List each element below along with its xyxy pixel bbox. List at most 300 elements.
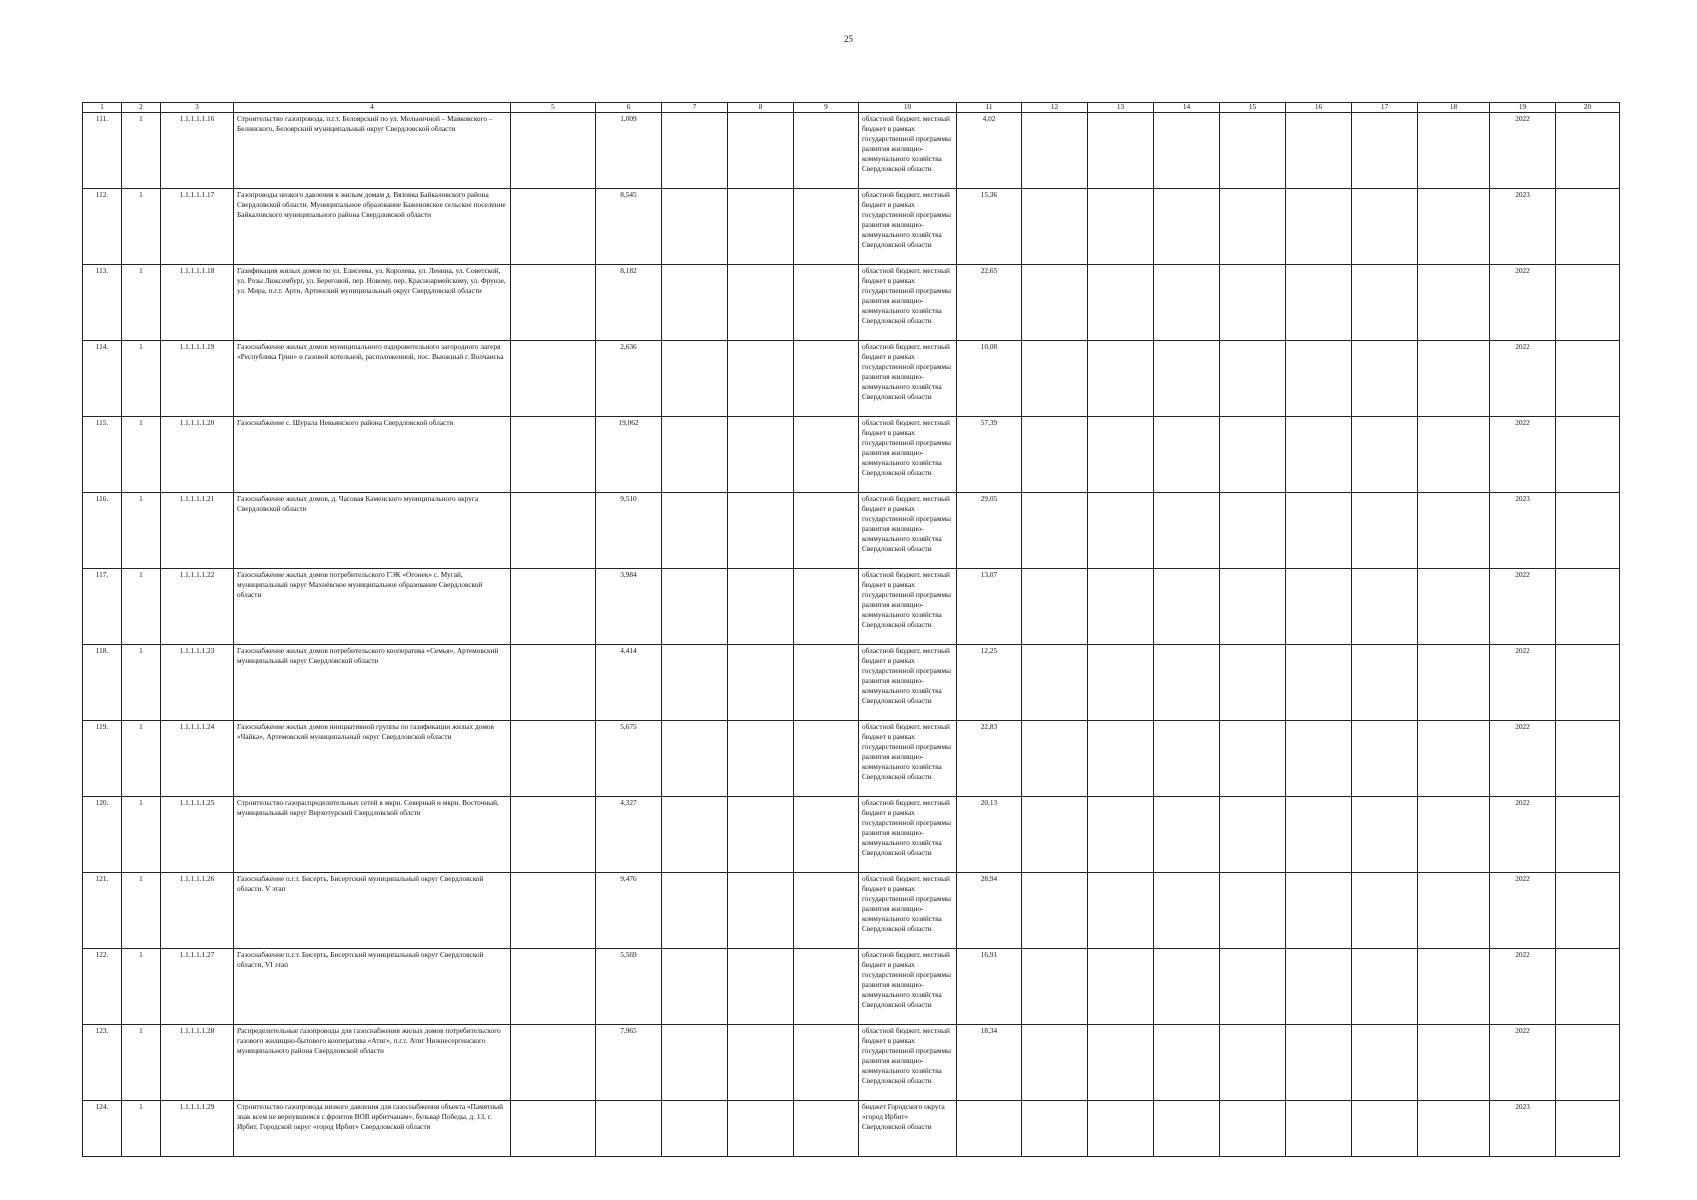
empty-cell <box>1022 797 1088 873</box>
cost-value: 15,36 <box>957 189 1022 265</box>
empty-cell <box>1352 113 1418 189</box>
empty-cell <box>794 721 859 797</box>
empty-cell <box>1088 341 1154 417</box>
empty-cell <box>1220 1025 1286 1101</box>
row-number: 112. <box>83 189 122 265</box>
cost-value: 10,08 <box>957 341 1022 417</box>
empty-cell <box>1022 569 1088 645</box>
empty-cell <box>1220 569 1286 645</box>
object-name: Строительство газопровода низкого давления для газоснабжения объекта «Памятный знак всем не вернувшимся с фронтов ВОВ ирбитчанам», бульвар Победы, д. 13, г. Ирбит, Городской округ «город Ирбит» Свердловской области <box>234 1101 511 1157</box>
empty-cell <box>794 417 859 493</box>
empty-cell <box>1286 1101 1352 1157</box>
funding-source: областной бюджет, местный бюджет в рамках государственной программы развития жилищно-коммунального хозяйства Свердловской области <box>859 569 957 645</box>
empty-cell <box>511 797 596 873</box>
empty-cell <box>1352 189 1418 265</box>
empty-cell <box>1154 1101 1220 1157</box>
empty-cell <box>1418 113 1490 189</box>
empty-cell <box>1418 265 1490 341</box>
empty-cell <box>1154 645 1220 721</box>
column-number-header: 11 <box>957 103 1022 113</box>
object-name: Газификация жилых домов по ул. Елисеева, ул. Королева, ул. Ленина, ул. Советской, ул. Розы Люксембург, ул. Береговой, пер. Новому, пер. Красноармейскому, ул. Фрунзе, ул. Мира, п.г.т. Арти, Артинский муниципальный округ Свердловской области <box>234 265 511 341</box>
empty-cell <box>662 949 728 1025</box>
year-value: 2022 <box>1490 1025 1556 1101</box>
object-name: Распределительные газопроводы для газоснабжения жилых домов потребительского газового жилищно-бытового кооператива «Атиг», п.г.т. Атиг Нижнесергинского муниципального района Свердловской области <box>234 1025 511 1101</box>
empty-cell <box>1220 721 1286 797</box>
column-number-header: 13 <box>1088 103 1154 113</box>
empty-cell <box>794 569 859 645</box>
table-row <box>83 1101 1620 1157</box>
empty-cell <box>1220 1101 1286 1157</box>
program-table <box>82 102 1620 1157</box>
column-number-header: 14 <box>1154 103 1220 113</box>
empty-cell <box>662 341 728 417</box>
empty-cell <box>1418 341 1490 417</box>
empty-cell <box>1418 721 1490 797</box>
empty-cell <box>1556 341 1620 417</box>
empty-cell <box>728 721 794 797</box>
length-value: 2,636 <box>596 341 662 417</box>
empty-cell <box>728 493 794 569</box>
empty-cell <box>728 113 794 189</box>
empty-cell <box>1088 873 1154 949</box>
empty-cell <box>728 797 794 873</box>
empty-cell <box>511 1101 596 1157</box>
empty-cell <box>1286 569 1352 645</box>
empty-cell <box>1220 265 1286 341</box>
empty-cell <box>1352 797 1418 873</box>
empty-cell <box>794 949 859 1025</box>
table-row <box>83 569 1620 645</box>
row-number: 116. <box>83 493 122 569</box>
empty-cell <box>1022 341 1088 417</box>
table-row <box>83 341 1620 417</box>
empty-cell <box>1418 949 1490 1025</box>
empty-cell <box>1154 873 1220 949</box>
empty-cell <box>1418 569 1490 645</box>
object-name: Газоснабжение п.г.т. Бисерть, Бисертский муниципальный округ Свердловской области. V этап <box>234 873 511 949</box>
empty-cell <box>1022 949 1088 1025</box>
level-value: 1 <box>122 113 161 189</box>
empty-cell <box>1154 721 1220 797</box>
empty-cell <box>1022 645 1088 721</box>
empty-cell <box>662 721 728 797</box>
empty-cell <box>1556 569 1620 645</box>
empty-cell <box>728 873 794 949</box>
column-number-header: 10 <box>859 103 957 113</box>
empty-cell <box>1022 113 1088 189</box>
row-number: 111. <box>83 113 122 189</box>
column-number-header: 1 <box>83 103 122 113</box>
empty-cell <box>1418 797 1490 873</box>
object-name: Газоснабжение с. Шурала Невьянского района Свердловской области <box>234 417 511 493</box>
empty-cell <box>1286 949 1352 1025</box>
object-name: Газопроводы низкого давления к жилым домам д. Вязовка Байкаловского района Свердловской области. Муниципальное образование Баженовское сельское поселение Байкаловского муниципального района Свердловской области <box>234 189 511 265</box>
item-code: 1.1.1.1.1.19 <box>161 341 234 417</box>
year-value: 2022 <box>1490 721 1556 797</box>
empty-cell <box>511 721 596 797</box>
item-code: 1.1.1.1.1.18 <box>161 265 234 341</box>
table-row <box>83 189 1620 265</box>
length-value: 3,984 <box>596 569 662 645</box>
year-value: 2023 <box>1490 493 1556 569</box>
row-number: 114. <box>83 341 122 417</box>
year-value: 2022 <box>1490 949 1556 1025</box>
empty-cell <box>1220 949 1286 1025</box>
item-code: 1.1.1.1.1.16 <box>161 113 234 189</box>
table-row <box>83 873 1620 949</box>
table-row <box>83 113 1620 189</box>
column-number-header: 15 <box>1220 103 1286 113</box>
empty-cell <box>511 265 596 341</box>
row-number: 118. <box>83 645 122 721</box>
empty-cell <box>662 873 728 949</box>
empty-cell <box>1154 569 1220 645</box>
funding-source: областной бюджет, местный бюджет в рамках государственной программы развития жилищно-коммунального хозяйства Свердловской области <box>859 797 957 873</box>
column-number-header: 19 <box>1490 103 1556 113</box>
empty-cell <box>1220 417 1286 493</box>
empty-cell <box>511 569 596 645</box>
object-name: Газоснабжение жилых домов потребительского кооператива «Семья», Артемовский муниципальный округ Свердловской области <box>234 645 511 721</box>
cost-value <box>957 1101 1022 1157</box>
level-value: 1 <box>122 873 161 949</box>
cost-value: 22,65 <box>957 265 1022 341</box>
funding-source: областной бюджет, местный бюджет в рамках государственной программы развития жилищно-коммунального хозяйства Свердловской области <box>859 417 957 493</box>
empty-cell <box>1088 417 1154 493</box>
cost-value: 4,02 <box>957 113 1022 189</box>
empty-cell <box>511 873 596 949</box>
empty-cell <box>728 265 794 341</box>
funding-source: областной бюджет, местный бюджет в рамках государственной программы развития жилищно-коммунального хозяйства Свердловской области <box>859 949 957 1025</box>
column-number-header: 12 <box>1022 103 1088 113</box>
empty-cell <box>1352 645 1418 721</box>
column-number-header: 2 <box>122 103 161 113</box>
level-value: 1 <box>122 1025 161 1101</box>
empty-cell <box>1022 1025 1088 1101</box>
length-value: 4,327 <box>596 797 662 873</box>
year-value: 2023 <box>1490 1101 1556 1157</box>
year-value: 2022 <box>1490 645 1556 721</box>
object-name: Строительство газопровода, п.г.т. Белоярский по ул. Мельничной – Маяковского – Белинского, Белоярский муниципальный округ Свердловской области <box>234 113 511 189</box>
object-name: Газоснабжение жилых домов, д. Часовая Каменского муниципального округа Свердловской области <box>234 493 511 569</box>
empty-cell <box>1556 797 1620 873</box>
empty-cell <box>728 1101 794 1157</box>
empty-cell <box>1352 949 1418 1025</box>
length-value <box>596 1101 662 1157</box>
table-row <box>83 949 1620 1025</box>
level-value: 1 <box>122 265 161 341</box>
empty-cell <box>794 341 859 417</box>
empty-cell <box>728 341 794 417</box>
empty-cell <box>1220 797 1286 873</box>
empty-cell <box>1022 721 1088 797</box>
funding-source: областной бюджет, местный бюджет в рамках государственной программы развития жилищно-коммунального хозяйства Свердловской области <box>859 341 957 417</box>
empty-cell <box>1022 189 1088 265</box>
funding-source: бюджет Городского округа «город Ирбит» Свердловской области <box>859 1101 957 1157</box>
empty-cell <box>728 645 794 721</box>
empty-cell <box>1088 1025 1154 1101</box>
empty-cell <box>1220 189 1286 265</box>
cost-value: 20,13 <box>957 797 1022 873</box>
empty-cell <box>1286 645 1352 721</box>
year-value: 2023 <box>1490 189 1556 265</box>
length-value: 4,414 <box>596 645 662 721</box>
cost-value: 22,83 <box>957 721 1022 797</box>
cost-value: 12,25 <box>957 645 1022 721</box>
column-number-header: 3 <box>161 103 234 113</box>
length-value: 9,510 <box>596 493 662 569</box>
column-number-header: 4 <box>234 103 511 113</box>
empty-cell <box>1556 113 1620 189</box>
empty-cell <box>511 1025 596 1101</box>
empty-cell <box>1352 493 1418 569</box>
empty-cell <box>1418 493 1490 569</box>
empty-cell <box>662 113 728 189</box>
level-value: 1 <box>122 417 161 493</box>
empty-cell <box>1088 189 1154 265</box>
table-row <box>83 645 1620 721</box>
object-name: Газоснабжение п.г.т. Бисерть, Бисертский муниципальный округ Свердловской области, VI этап <box>234 949 511 1025</box>
empty-cell <box>728 569 794 645</box>
object-name: Газоснабжение жилых домов потребительского ГЭК «Огонек» с. Мугай, муниципальный округ Махнёвское муниципальное образование Свердловской области <box>234 569 511 645</box>
cost-value: 57,39 <box>957 417 1022 493</box>
empty-cell <box>1556 873 1620 949</box>
year-value: 2022 <box>1490 797 1556 873</box>
empty-cell <box>1154 417 1220 493</box>
item-code: 1.1.1.1.1.20 <box>161 417 234 493</box>
empty-cell <box>1286 189 1352 265</box>
item-code: 1.1.1.1.1.25 <box>161 797 234 873</box>
cost-value: 28,94 <box>957 873 1022 949</box>
empty-cell <box>1418 1025 1490 1101</box>
funding-source: областной бюджет, местный бюджет в рамках государственной программы развития жилищно-коммунального хозяйства Свердловской области <box>859 873 957 949</box>
item-code: 1.1.1.1.1.29 <box>161 1101 234 1157</box>
empty-cell <box>1556 417 1620 493</box>
funding-source: областной бюджет, местный бюджет в рамках государственной программы развития жилищно-коммунального хозяйства Свердловской области <box>859 189 957 265</box>
column-number-header: 8 <box>728 103 794 113</box>
level-value: 1 <box>122 189 161 265</box>
table-row <box>83 797 1620 873</box>
object-name: Газоснабжение жилых домов инициативной группы по газификации жилых домов «Чайка», Артемовский муниципальный округ Свердловской области <box>234 721 511 797</box>
level-value: 1 <box>122 341 161 417</box>
empty-cell <box>1556 493 1620 569</box>
object-name: Строительство газораспределительных сетей в мкрн. Северный и мкрн. Восточный, муниципальный округ Верхотурский Свердловской облсти <box>234 797 511 873</box>
level-value: 1 <box>122 797 161 873</box>
empty-cell <box>1556 1101 1620 1157</box>
empty-cell <box>1286 1025 1352 1101</box>
table-row <box>83 417 1620 493</box>
empty-cell <box>794 1025 859 1101</box>
item-code: 1.1.1.1.1.27 <box>161 949 234 1025</box>
cost-value: 29,05 <box>957 493 1022 569</box>
table-row <box>83 493 1620 569</box>
empty-cell <box>662 1101 728 1157</box>
item-code: 1.1.1.1.1.22 <box>161 569 234 645</box>
year-value: 2022 <box>1490 569 1556 645</box>
object-name: Газоснабжение жилых домов муниципального оздоровительного загородного лагеря «Республика Грин» и газовой котельной, расположенной, пос. Вьюжный г. Волчанска <box>234 341 511 417</box>
empty-cell <box>794 1101 859 1157</box>
empty-cell <box>1088 797 1154 873</box>
funding-source: областной бюджет, местный бюджет в рамках государственной программы развития жилищно-коммунального хозяйства Свердловской области <box>859 721 957 797</box>
empty-cell <box>794 873 859 949</box>
funding-source: областной бюджет, местный бюджет в рамках государственной программы развития жилищно-коммунального хозяйства Свердловской области <box>859 645 957 721</box>
column-number-header: 9 <box>794 103 859 113</box>
row-number: 113. <box>83 265 122 341</box>
item-code: 1.1.1.1.1.21 <box>161 493 234 569</box>
table-row <box>83 265 1620 341</box>
length-value: 8,545 <box>596 189 662 265</box>
empty-cell <box>1286 265 1352 341</box>
empty-cell <box>1154 493 1220 569</box>
cost-value: 18,34 <box>957 1025 1022 1101</box>
cost-value: 13,07 <box>957 569 1022 645</box>
empty-cell <box>728 417 794 493</box>
empty-cell <box>662 1025 728 1101</box>
level-value: 1 <box>122 1101 161 1157</box>
empty-cell <box>794 189 859 265</box>
empty-cell <box>1022 1101 1088 1157</box>
level-value: 1 <box>122 721 161 797</box>
column-number-header: 16 <box>1286 103 1352 113</box>
year-value: 2022 <box>1490 113 1556 189</box>
empty-cell <box>662 645 728 721</box>
empty-cell <box>728 189 794 265</box>
empty-cell <box>511 949 596 1025</box>
empty-cell <box>1418 1101 1490 1157</box>
item-code: 1.1.1.1.1.28 <box>161 1025 234 1101</box>
empty-cell <box>1022 265 1088 341</box>
empty-cell <box>794 493 859 569</box>
empty-cell <box>511 645 596 721</box>
empty-cell <box>1154 949 1220 1025</box>
empty-cell <box>1286 873 1352 949</box>
empty-cell <box>1352 569 1418 645</box>
empty-cell <box>1154 189 1220 265</box>
level-value: 1 <box>122 949 161 1025</box>
empty-cell <box>1286 797 1352 873</box>
empty-cell <box>511 493 596 569</box>
length-value: 19,062 <box>596 417 662 493</box>
funding-source: областной бюджет, местный бюджет в рамках государственной программы развития жилищно-коммунального хозяйства Свердловской области <box>859 113 957 189</box>
empty-cell <box>1352 873 1418 949</box>
empty-cell <box>1088 493 1154 569</box>
year-value: 2022 <box>1490 265 1556 341</box>
empty-cell <box>1418 873 1490 949</box>
empty-cell <box>1556 645 1620 721</box>
empty-cell <box>1286 341 1352 417</box>
empty-cell <box>511 417 596 493</box>
empty-cell <box>1022 873 1088 949</box>
empty-cell <box>1088 265 1154 341</box>
empty-cell <box>1556 949 1620 1025</box>
row-number: 121. <box>83 873 122 949</box>
empty-cell <box>1022 493 1088 569</box>
empty-cell <box>1088 113 1154 189</box>
empty-cell <box>1418 417 1490 493</box>
page-number: 25 <box>844 34 853 44</box>
year-value: 2022 <box>1490 417 1556 493</box>
row-number: 124. <box>83 1101 122 1157</box>
empty-cell <box>1352 265 1418 341</box>
empty-cell <box>1220 493 1286 569</box>
empty-cell <box>1088 645 1154 721</box>
empty-cell <box>1154 265 1220 341</box>
empty-cell <box>662 569 728 645</box>
empty-cell <box>1352 341 1418 417</box>
year-value: 2022 <box>1490 873 1556 949</box>
empty-cell <box>794 265 859 341</box>
empty-cell <box>1154 341 1220 417</box>
table-row <box>83 721 1620 797</box>
column-number-header: 7 <box>662 103 728 113</box>
empty-cell <box>662 417 728 493</box>
empty-cell <box>1556 265 1620 341</box>
row-number: 123. <box>83 1025 122 1101</box>
funding-source: областной бюджет, местный бюджет в рамках государственной программы развития жилищно-коммунального хозяйства Свердловской области <box>859 1025 957 1101</box>
length-value: 8,182 <box>596 265 662 341</box>
column-number-header: 17 <box>1352 103 1418 113</box>
empty-cell <box>1286 417 1352 493</box>
level-value: 1 <box>122 569 161 645</box>
length-value: 7,965 <box>596 1025 662 1101</box>
empty-cell <box>1352 1101 1418 1157</box>
empty-cell <box>511 113 596 189</box>
cost-value: 16,91 <box>957 949 1022 1025</box>
column-number-header: 6 <box>596 103 662 113</box>
empty-cell <box>1418 645 1490 721</box>
empty-cell <box>1088 949 1154 1025</box>
empty-cell <box>1220 645 1286 721</box>
empty-cell <box>1418 189 1490 265</box>
level-value: 1 <box>122 645 161 721</box>
empty-cell <box>511 189 596 265</box>
row-number: 119. <box>83 721 122 797</box>
empty-cell <box>1088 569 1154 645</box>
empty-cell <box>1352 417 1418 493</box>
empty-cell <box>662 189 728 265</box>
empty-cell <box>1154 1025 1220 1101</box>
row-number: 122. <box>83 949 122 1025</box>
empty-cell <box>1352 1025 1418 1101</box>
empty-cell <box>1556 721 1620 797</box>
length-value: 9,476 <box>596 873 662 949</box>
level-value: 1 <box>122 493 161 569</box>
empty-cell <box>728 949 794 1025</box>
row-number: 120. <box>83 797 122 873</box>
empty-cell <box>662 493 728 569</box>
item-code: 1.1.1.1.1.26 <box>161 873 234 949</box>
length-value: 5,675 <box>596 721 662 797</box>
empty-cell <box>662 265 728 341</box>
table-row <box>83 1025 1620 1101</box>
empty-cell <box>1220 341 1286 417</box>
row-number: 117. <box>83 569 122 645</box>
empty-cell <box>1352 721 1418 797</box>
empty-cell <box>794 113 859 189</box>
empty-cell <box>728 1025 794 1101</box>
empty-cell <box>1022 417 1088 493</box>
empty-cell <box>794 797 859 873</box>
empty-cell <box>794 645 859 721</box>
empty-cell <box>1220 873 1286 949</box>
empty-cell <box>662 797 728 873</box>
column-number-header: 5 <box>511 103 596 113</box>
empty-cell <box>1556 1025 1620 1101</box>
empty-cell <box>1286 493 1352 569</box>
empty-cell <box>1088 1101 1154 1157</box>
column-number-header: 18 <box>1418 103 1490 113</box>
funding-source: областной бюджет, местный бюджет в рамках государственной программы развития жилищно-коммунального хозяйства Свердловской области <box>859 265 957 341</box>
column-number-header: 20 <box>1556 103 1620 113</box>
